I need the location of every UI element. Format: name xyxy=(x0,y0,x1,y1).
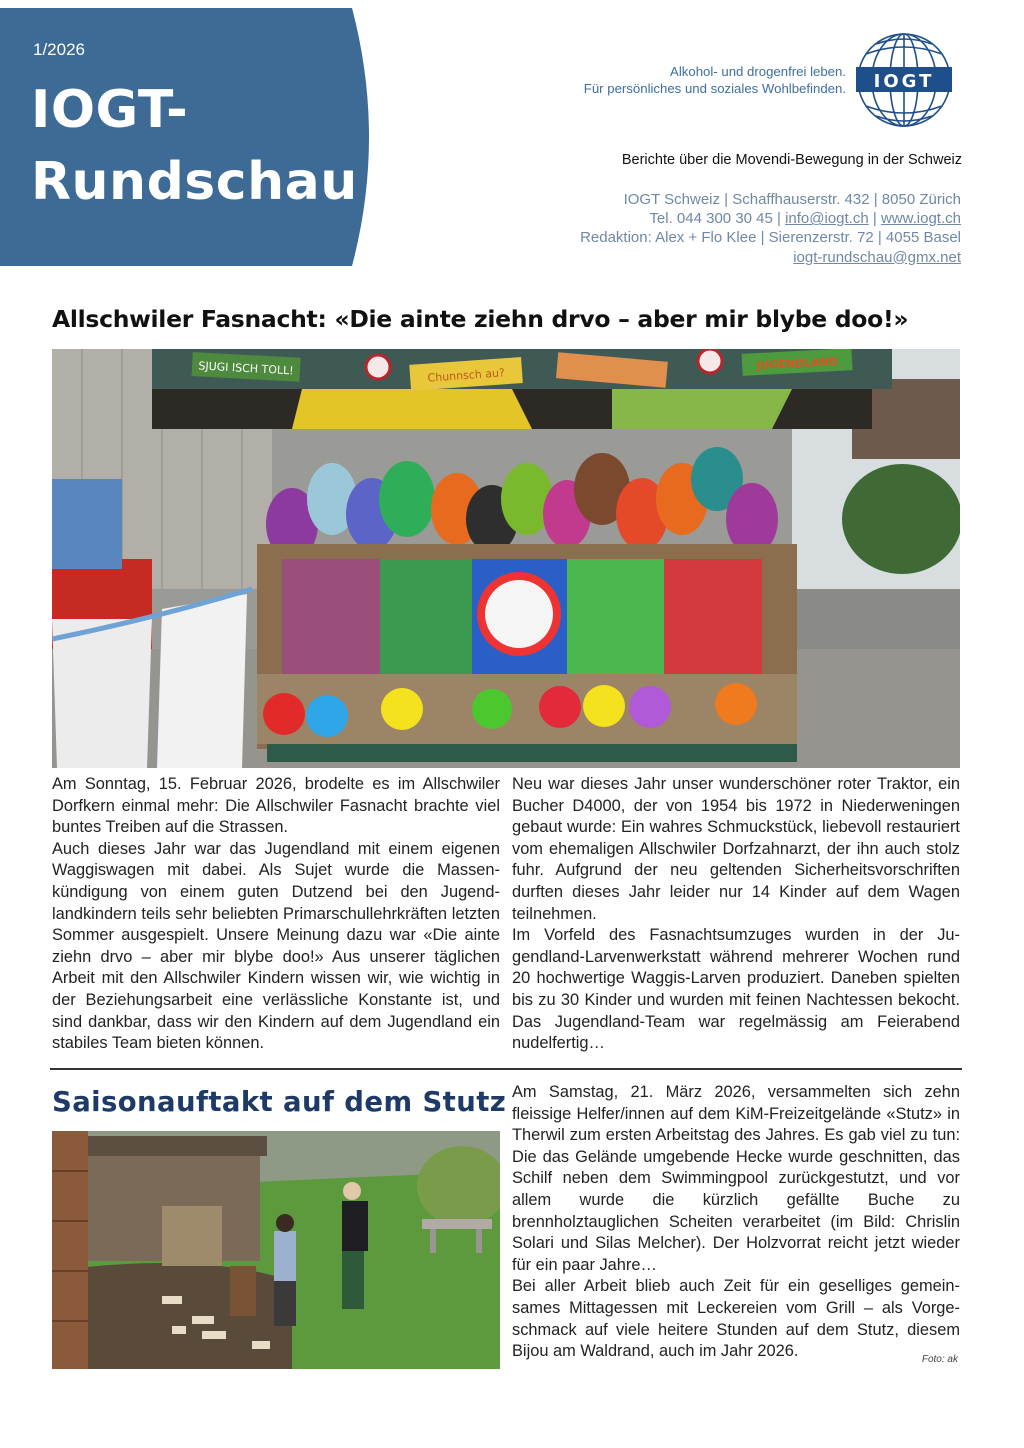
issue-number: 1/2026 xyxy=(33,40,85,59)
article2-paragraph: Am Samstag, 21. März 2026, versammelten sich zehn fleissige Helfer/innen auf dem KiM-Freizeitgelände «Stutz» in Therwil zum ersten Arbeitstag des Jahres. Es gab viel zu tun: Die das Gelände umgebende Hecke wurde geschnitten, das Schilf neben dem Swimmingpool zurückgestutzt, und vor allem wurde die kürzlich gefällte Buche zu brennholztauglichen Scheiten verarbeitet (im Bild: Chrislin Solari und Silas Melcher). Der Holzvorrat reicht jetzt wieder für ein paar Jahre… xyxy=(512,1083,960,1274)
contact-email-link[interactable]: info@iogt.ch xyxy=(785,210,869,228)
masthead xyxy=(0,8,372,266)
contact-block xyxy=(580,190,961,267)
website-link[interactable]: www.iogt.ch xyxy=(880,210,961,228)
title-line-2: Rundschau xyxy=(31,152,358,212)
article1-paragraph: Am Sonntag, 15. Februar 2026, brodelte es im Allschwiler Dorfkern einmal mehr: Die Allschwiler Fasnacht brachte viel buntes Treiben auf die Strassen. xyxy=(52,775,500,837)
article2-column xyxy=(512,1082,960,1363)
article1-paragraph: Im Vorfeld des Fasnachtsumzuges wurden in der Jugendland-Larvenwerkstatt während mehrerer Wochen rund 20 hochwertige Waggis-Larven produziert. Daneben spielten bis zu 30 Kinder und wurden mit feinen Nachtessen bekocht. Das Jugendland-Team war regelmässig am Feierabend nudelfertig… xyxy=(512,926,960,1053)
tagline xyxy=(584,63,846,97)
contact-phone-line xyxy=(580,209,961,228)
publication-title xyxy=(31,74,358,218)
editorial-email-link[interactable]: iogt-rundschau@gmx.net xyxy=(793,248,961,266)
tagline-line-2: Für persönliches und soziales Wohlbefinden. xyxy=(583,81,846,96)
editorial-address: Redaktion: Alex + Flo Klee | Sierenzerstr. 72 | 4055 Basel xyxy=(580,229,961,247)
article1-paragraph: Neu war dieses Jahr unser wunderschöner roter Traktor, ein Bucher D4000, der von 1954 bis 1972 in Niederweningen gebaut wurde: Ein wahres Schmuckstück, liebevoll restauriert vom ehemaligen Allschwiler Dorfzahnarzt, der ihn auch stolz fuhr. Aufgrund der neu geltenden Sicherheitsvorschriften durften dieses Jahr leider nur 14 Kinder auf dem Wagen teilnehmen. xyxy=(512,775,960,923)
photo-sign-1: SJUGI ISCH TOLL! xyxy=(198,359,294,378)
section-divider xyxy=(50,1068,962,1070)
photo-sign-2: Chunnsch au? xyxy=(427,366,506,385)
contact-phone: Tel. 044 300 30 45 | xyxy=(649,210,781,228)
contact-address: IOGT Schweiz | Schaffhauserstr. 432 | 8050 Zürich xyxy=(623,191,961,208)
article2-paragraph: Bei aller Arbeit blieb auch Zeit für ein geselliges gemeinsames Mittagessen mit Leckereien vom Grill – als Vorgeschmack auf viele heitere Stunden auf dem Stutz, diesem Bijou am Waldrand, auch im Jahr 2026. xyxy=(512,1277,960,1361)
article1-paragraph: Auch dieses Jahr war das Jugendland mit einem eigenen Waggiswagen mit dabei. Als Sujet wurde die Massenkündigung von einem guten Dutzend bei den Jugendlandkindern teils sehr beliebten Primarschullehrkräften letzten Sommer ausgespielt. Unsere Meinung dazu war «Die ainte ziehn drvo – aber mir blybe doo!» Aus unserer täglichen Arbeit mit den Allschwiler Kindern wissen wir, wie wichtig in der Beziehungsarbeit eine verlässliche Konstante ist, und sind dankbar, dass wir den Kindern auf dem Jugendland ein stabiles Team bieten können. xyxy=(52,839,500,1053)
logo-text: IOGT xyxy=(873,71,935,92)
photo-fasnacht-wagon xyxy=(52,349,960,768)
article1-column-right xyxy=(512,774,960,1055)
publication-subtitle: Berichte über die Movendi-Bewegung in der Schweiz xyxy=(621,152,962,168)
article1-column-left xyxy=(52,774,500,1055)
photo-stutz-woodcutting xyxy=(52,1131,500,1369)
photo-sign-3: JUGENDLAND xyxy=(755,354,839,373)
photo-credit: Foto: ak xyxy=(921,1354,958,1365)
title-line-1: IOGT- xyxy=(31,80,189,140)
article-title-stutz: Saisonauftakt auf dem Stutz xyxy=(52,1086,507,1118)
contact-separator: | xyxy=(872,210,877,228)
iogt-globe-logo xyxy=(854,30,954,130)
tagline-line-1: Alkohol- und drogenfrei leben. xyxy=(670,64,846,79)
article-title-fasnacht: Allschwiler Fasnacht: «Die ainte ziehn drvo – aber mir blybe doo!» xyxy=(52,305,909,333)
